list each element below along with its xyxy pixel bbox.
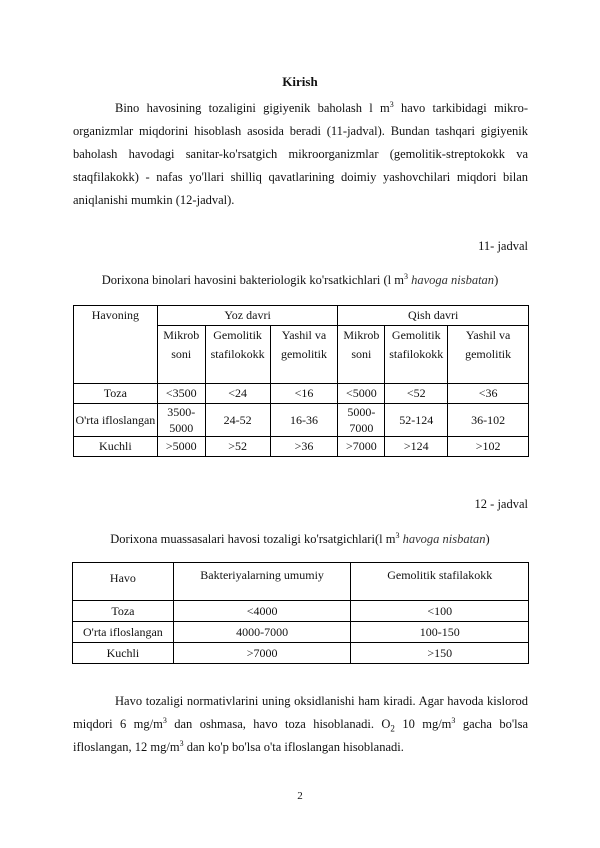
table-row (74, 384, 529, 404)
table2-header: Havo (73, 563, 174, 601)
intro-text-a: Bino havosining tozaligini gigiyenik baholash l m (115, 101, 390, 115)
table2-header: Gemolitik stafilakokk (351, 563, 529, 601)
table1-caption-text: Dorixona binolari havosini bakteriologik ko'rsatkichlari (l m (101, 273, 404, 287)
closing-text-4: gacha bo'lsa ifloslangan, 12 mg/m (73, 717, 529, 754)
table2-cell: >7000 (173, 643, 351, 664)
table1-cell: 5000-7000 (338, 404, 385, 437)
table1-cell: <3500 (157, 384, 205, 404)
table1-cell: >36 (270, 437, 338, 457)
table1-row-name: Toza (74, 384, 158, 404)
table-row (74, 404, 529, 437)
table1-caption-end: ) (494, 273, 499, 287)
table1-subheader: Mikrob soni (338, 326, 385, 384)
table1-caption-sup: 3 (403, 271, 408, 281)
table1-cell: >124 (385, 437, 448, 457)
table2-row-name: Kuchli (73, 643, 174, 664)
table1-row-name: Kuchli (74, 437, 158, 457)
intro-paragraph (73, 97, 528, 212)
table1-cell: <16 (270, 384, 338, 404)
table2-cell: >150 (351, 643, 529, 664)
table1-cell: >7000 (338, 437, 385, 457)
intro-sup: 3 (389, 99, 394, 109)
page-number: 2 (297, 790, 303, 802)
table1 (73, 305, 529, 457)
closing-text-3: 10 mg/m (394, 717, 452, 731)
table1-cell: >52 (205, 437, 270, 457)
table1-header-summer: Yoz davri (157, 306, 338, 326)
table1-cell: 16-36 (270, 404, 338, 437)
table2-cell: 100-150 (351, 622, 529, 643)
table1-caption (0, 273, 600, 288)
table1-cell: 52-124 (385, 404, 448, 437)
page-title: Kirish (282, 74, 318, 89)
table-row (73, 643, 529, 664)
closing-sup-1: 3 (162, 715, 167, 725)
closing-paragraph (73, 690, 528, 759)
table-row (73, 601, 529, 622)
closing-sup-4: 3 (179, 738, 184, 748)
closing-sup-3: 3 (451, 715, 456, 725)
table1-subheader: Yashil va gemolitik (448, 326, 529, 384)
table1-subheader: Gemolitik stafilokokk (385, 326, 448, 384)
table2-row-name: Toza (73, 601, 174, 622)
table1-cell: 36-102 (448, 404, 529, 437)
table1-cell: <36 (448, 384, 529, 404)
table1-cell: <52 (385, 384, 448, 404)
closing-sub: 2 (390, 723, 395, 734)
table2-caption-end: ) (485, 532, 490, 546)
table1-header-winter: Qish davri (338, 306, 529, 326)
table1-row-name: O'rta ifloslangan (74, 404, 158, 437)
table1-cell: <24 (205, 384, 270, 404)
table1-caption-italic: havoga nisbatan (407, 273, 495, 287)
table1-header-havoning: Havoning (74, 306, 158, 384)
table1-cell: 24-52 (205, 404, 270, 437)
table1-subheader: Mikrob soni (157, 326, 205, 384)
table2-header: Bakteriyalarning umumiy (173, 563, 351, 601)
table1-label: 11- jadval (478, 239, 528, 253)
table2-cell: <100 (351, 601, 529, 622)
table-row (74, 437, 529, 457)
closing-text-5: dan ko'p bo'lsa o'ta ifloslangan hisoblanadi. (183, 740, 404, 754)
table2 (72, 562, 529, 664)
table1-cell: >5000 (157, 437, 205, 457)
table1-cell: 3500-5000 (157, 404, 205, 437)
table2-caption-sup: 3 (395, 530, 400, 540)
table2-cell: <4000 (173, 601, 351, 622)
table1-subheader: Yashil va gemolitik (270, 326, 338, 384)
closing-text-2: dan oshmasa, havo toza hisoblanadi. O (166, 717, 391, 731)
table-row (73, 622, 529, 643)
closing-text-1: Havo tozaligi normativlarini uning oksidlanishi ham kiradi. Agar havoda kislorod miqdori 6 mg/m (73, 694, 528, 731)
table2-caption (0, 532, 600, 547)
intro-text-b: havo tarkibidagi mikro-organizmlar miqdorini hisoblash asosida beradi (11-jadval). Bundan tashqari gigiyenik baholash havodagi sanitar-ko'rsatgich mikroorganizmlar (gemolitik-streptokokk va staqfilakokk) - nafas yo'llari shilliq qavatlarining doimiy yashovchilari miqdori bilan aniqlanishi mumkin (12-jadval). (73, 101, 528, 207)
table1-cell: <5000 (338, 384, 385, 404)
table2-cell: 4000-7000 (173, 622, 351, 643)
table2-caption-italic: havoga nisbatan (399, 532, 486, 546)
table2-row-name: O'rta ifloslangan (73, 622, 174, 643)
table1-cell: >102 (448, 437, 529, 457)
table2-caption-text: Dorixona muassasalari havosi tozaligi ko'rsatgichlari(l m (110, 532, 396, 546)
table2-label: 12 - jadval (474, 497, 528, 511)
table1-subheader: Gemolitik stafilokokk (205, 326, 270, 384)
